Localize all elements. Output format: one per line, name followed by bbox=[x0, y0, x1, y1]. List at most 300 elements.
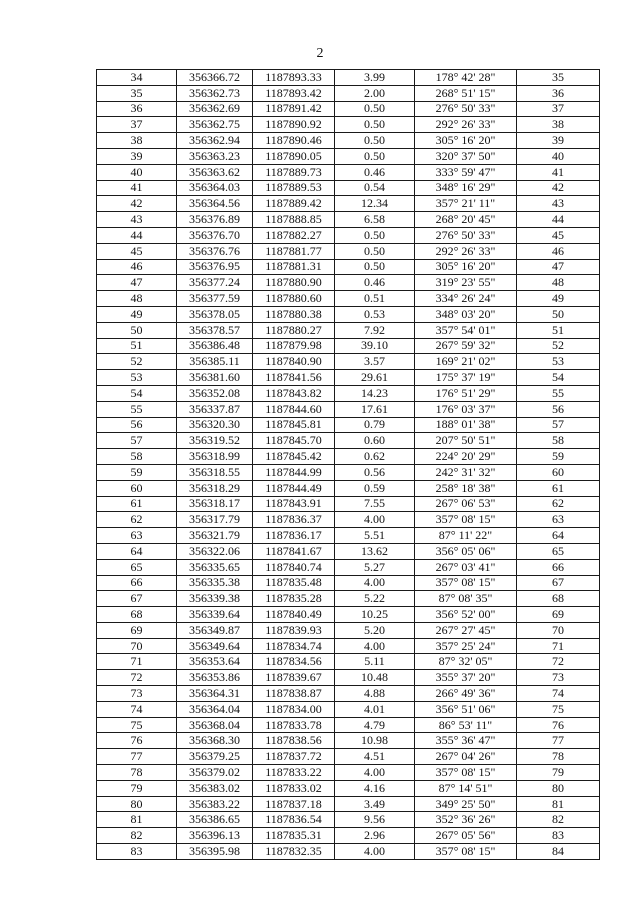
distance-cell: 0.50 bbox=[335, 259, 415, 275]
next-point-cell: 78 bbox=[517, 749, 600, 765]
point-number-cell: 63 bbox=[97, 528, 177, 544]
x-coordinate-cell: 356383.22 bbox=[177, 796, 253, 812]
y-coordinate-cell: 1187889.53 bbox=[253, 180, 335, 196]
distance-cell: 3.57 bbox=[335, 354, 415, 370]
y-coordinate-cell: 1187882.27 bbox=[253, 227, 335, 243]
point-number-cell: 81 bbox=[97, 812, 177, 828]
y-coordinate-cell: 1187879.98 bbox=[253, 338, 335, 354]
y-coordinate-cell: 1187835.28 bbox=[253, 591, 335, 607]
y-coordinate-cell: 1187844.99 bbox=[253, 464, 335, 480]
point-number-cell: 77 bbox=[97, 749, 177, 765]
y-coordinate-cell: 1187880.60 bbox=[253, 291, 335, 307]
point-number-cell: 43 bbox=[97, 212, 177, 228]
point-number-cell: 50 bbox=[97, 322, 177, 338]
table-row bbox=[97, 449, 600, 465]
bearing-cell: 178° 42' 28" bbox=[415, 70, 517, 86]
y-coordinate-cell: 1187845.70 bbox=[253, 433, 335, 449]
table-row bbox=[97, 212, 600, 228]
distance-cell: 7.92 bbox=[335, 322, 415, 338]
point-number-cell: 53 bbox=[97, 370, 177, 386]
table-row bbox=[97, 370, 600, 386]
table-row bbox=[97, 543, 600, 559]
y-coordinate-cell: 1187841.56 bbox=[253, 370, 335, 386]
bearing-cell: 352° 36' 26" bbox=[415, 812, 517, 828]
distance-cell: 4.00 bbox=[335, 638, 415, 654]
point-number-cell: 82 bbox=[97, 828, 177, 844]
distance-cell: 0.54 bbox=[335, 180, 415, 196]
y-coordinate-cell: 1187838.87 bbox=[253, 686, 335, 702]
x-coordinate-cell: 356335.65 bbox=[177, 559, 253, 575]
table-row bbox=[97, 512, 600, 528]
y-coordinate-cell: 1187837.72 bbox=[253, 749, 335, 765]
distance-cell: 5.51 bbox=[335, 528, 415, 544]
next-point-cell: 44 bbox=[517, 212, 600, 228]
y-coordinate-cell: 1187880.38 bbox=[253, 306, 335, 322]
bearing-cell: 267° 06' 53" bbox=[415, 496, 517, 512]
distance-cell: 0.60 bbox=[335, 433, 415, 449]
y-coordinate-cell: 1187891.42 bbox=[253, 101, 335, 117]
table-row bbox=[97, 70, 600, 86]
distance-cell: 5.11 bbox=[335, 654, 415, 670]
next-point-cell: 51 bbox=[517, 322, 600, 338]
point-number-cell: 69 bbox=[97, 622, 177, 638]
y-coordinate-cell: 1187843.82 bbox=[253, 385, 335, 401]
next-point-cell: 50 bbox=[517, 306, 600, 322]
point-number-cell: 68 bbox=[97, 607, 177, 623]
bearing-cell: 175° 37' 19" bbox=[415, 370, 517, 386]
table-row bbox=[97, 496, 600, 512]
bearing-cell: 276° 50' 33" bbox=[415, 227, 517, 243]
bearing-cell: 176° 51' 29" bbox=[415, 385, 517, 401]
x-coordinate-cell: 356376.70 bbox=[177, 227, 253, 243]
point-number-cell: 57 bbox=[97, 433, 177, 449]
next-point-cell: 76 bbox=[517, 717, 600, 733]
bearing-cell: 320° 37' 50" bbox=[415, 148, 517, 164]
bearing-cell: 333° 59' 47" bbox=[415, 164, 517, 180]
bearing-cell: 356° 05' 06" bbox=[415, 543, 517, 559]
bearing-cell: 348° 16' 29" bbox=[415, 180, 517, 196]
y-coordinate-cell: 1187890.05 bbox=[253, 148, 335, 164]
point-number-cell: 71 bbox=[97, 654, 177, 670]
x-coordinate-cell: 356319.52 bbox=[177, 433, 253, 449]
x-coordinate-cell: 356349.87 bbox=[177, 622, 253, 638]
bearing-cell: 357° 25' 24" bbox=[415, 638, 517, 654]
table-row bbox=[97, 638, 600, 654]
next-point-cell: 74 bbox=[517, 686, 600, 702]
y-coordinate-cell: 1187880.27 bbox=[253, 322, 335, 338]
x-coordinate-cell: 356363.23 bbox=[177, 148, 253, 164]
distance-cell: 0.79 bbox=[335, 417, 415, 433]
x-coordinate-cell: 356377.59 bbox=[177, 291, 253, 307]
next-point-cell: 70 bbox=[517, 622, 600, 638]
x-coordinate-cell: 356364.56 bbox=[177, 196, 253, 212]
x-coordinate-cell: 356322.06 bbox=[177, 543, 253, 559]
y-coordinate-cell: 1187889.42 bbox=[253, 196, 335, 212]
table-row bbox=[97, 670, 600, 686]
distance-cell: 4.00 bbox=[335, 765, 415, 781]
next-point-cell: 79 bbox=[517, 765, 600, 781]
bearing-cell: 242° 31' 32" bbox=[415, 464, 517, 480]
bearing-cell: 268° 51' 15" bbox=[415, 85, 517, 101]
distance-cell: 2.96 bbox=[335, 828, 415, 844]
table-row bbox=[97, 291, 600, 307]
next-point-cell: 49 bbox=[517, 291, 600, 307]
table-row bbox=[97, 306, 600, 322]
bearing-cell: 267° 27' 45" bbox=[415, 622, 517, 638]
bearing-cell: 356° 52' 00" bbox=[415, 607, 517, 623]
distance-cell: 12.34 bbox=[335, 196, 415, 212]
distance-cell: 4.00 bbox=[335, 512, 415, 528]
next-point-cell: 52 bbox=[517, 338, 600, 354]
next-point-cell: 41 bbox=[517, 164, 600, 180]
next-point-cell: 57 bbox=[517, 417, 600, 433]
x-coordinate-cell: 356386.48 bbox=[177, 338, 253, 354]
point-number-cell: 35 bbox=[97, 85, 177, 101]
y-coordinate-cell: 1187839.67 bbox=[253, 670, 335, 686]
distance-cell: 7.55 bbox=[335, 496, 415, 512]
distance-cell: 3.99 bbox=[335, 70, 415, 86]
x-coordinate-cell: 356352.08 bbox=[177, 385, 253, 401]
bearing-cell: 207° 50' 51" bbox=[415, 433, 517, 449]
y-coordinate-cell: 1187844.49 bbox=[253, 480, 335, 496]
point-number-cell: 73 bbox=[97, 686, 177, 702]
bearing-cell: 224° 20' 29" bbox=[415, 449, 517, 465]
y-coordinate-cell: 1187890.46 bbox=[253, 133, 335, 149]
next-point-cell: 56 bbox=[517, 401, 600, 417]
table-row bbox=[97, 196, 600, 212]
y-coordinate-cell: 1187834.74 bbox=[253, 638, 335, 654]
table-row bbox=[97, 749, 600, 765]
y-coordinate-cell: 1187890.92 bbox=[253, 117, 335, 133]
distance-cell: 5.27 bbox=[335, 559, 415, 575]
bearing-cell: 357° 08' 15" bbox=[415, 575, 517, 591]
x-coordinate-cell: 356362.73 bbox=[177, 85, 253, 101]
y-coordinate-cell: 1187880.90 bbox=[253, 275, 335, 291]
table-row bbox=[97, 733, 600, 749]
point-number-cell: 74 bbox=[97, 701, 177, 717]
point-number-cell: 62 bbox=[97, 512, 177, 528]
x-coordinate-cell: 356362.75 bbox=[177, 117, 253, 133]
distance-cell: 0.50 bbox=[335, 227, 415, 243]
distance-cell: 4.00 bbox=[335, 844, 415, 860]
x-coordinate-cell: 356378.57 bbox=[177, 322, 253, 338]
next-point-cell: 59 bbox=[517, 449, 600, 465]
distance-cell: 4.01 bbox=[335, 701, 415, 717]
table-row bbox=[97, 433, 600, 449]
y-coordinate-cell: 1187844.60 bbox=[253, 401, 335, 417]
y-coordinate-cell: 1187840.74 bbox=[253, 559, 335, 575]
distance-cell: 3.49 bbox=[335, 796, 415, 812]
next-point-cell: 67 bbox=[517, 575, 600, 591]
distance-cell: 0.46 bbox=[335, 275, 415, 291]
distance-cell: 0.56 bbox=[335, 464, 415, 480]
x-coordinate-cell: 356318.99 bbox=[177, 449, 253, 465]
table-row bbox=[97, 259, 600, 275]
x-coordinate-cell: 356349.64 bbox=[177, 638, 253, 654]
distance-cell: 5.20 bbox=[335, 622, 415, 638]
table-row bbox=[97, 528, 600, 544]
point-number-cell: 40 bbox=[97, 164, 177, 180]
distance-cell: 4.88 bbox=[335, 686, 415, 702]
coordinates-table bbox=[96, 69, 600, 860]
table-row bbox=[97, 354, 600, 370]
bearing-cell: 357° 08' 15" bbox=[415, 512, 517, 528]
bearing-cell: 292° 26' 33" bbox=[415, 243, 517, 259]
next-point-cell: 54 bbox=[517, 370, 600, 386]
point-number-cell: 56 bbox=[97, 417, 177, 433]
next-point-cell: 61 bbox=[517, 480, 600, 496]
x-coordinate-cell: 356385.11 bbox=[177, 354, 253, 370]
table-row bbox=[97, 401, 600, 417]
bearing-cell: 349° 25' 50" bbox=[415, 796, 517, 812]
next-point-cell: 65 bbox=[517, 543, 600, 559]
y-coordinate-cell: 1187881.31 bbox=[253, 259, 335, 275]
next-point-cell: 46 bbox=[517, 243, 600, 259]
bearing-cell: 267° 03' 41" bbox=[415, 559, 517, 575]
x-coordinate-cell: 356363.62 bbox=[177, 164, 253, 180]
x-coordinate-cell: 356364.04 bbox=[177, 701, 253, 717]
bearing-cell: 356° 51' 06" bbox=[415, 701, 517, 717]
table-row bbox=[97, 338, 600, 354]
table-row bbox=[97, 180, 600, 196]
x-coordinate-cell: 356337.87 bbox=[177, 401, 253, 417]
point-number-cell: 37 bbox=[97, 117, 177, 133]
x-coordinate-cell: 356366.72 bbox=[177, 70, 253, 86]
bearing-cell: 355° 37' 20" bbox=[415, 670, 517, 686]
y-coordinate-cell: 1187840.90 bbox=[253, 354, 335, 370]
bearing-cell: 357° 08' 15" bbox=[415, 844, 517, 860]
next-point-cell: 55 bbox=[517, 385, 600, 401]
x-coordinate-cell: 356335.38 bbox=[177, 575, 253, 591]
table-row bbox=[97, 559, 600, 575]
bearing-cell: 87° 08' 35" bbox=[415, 591, 517, 607]
x-coordinate-cell: 356318.55 bbox=[177, 464, 253, 480]
point-number-cell: 59 bbox=[97, 464, 177, 480]
distance-cell: 0.53 bbox=[335, 306, 415, 322]
y-coordinate-cell: 1187833.78 bbox=[253, 717, 335, 733]
point-number-cell: 83 bbox=[97, 844, 177, 860]
point-number-cell: 80 bbox=[97, 796, 177, 812]
x-coordinate-cell: 356376.89 bbox=[177, 212, 253, 228]
y-coordinate-cell: 1187889.73 bbox=[253, 164, 335, 180]
bearing-cell: 267° 05' 56" bbox=[415, 828, 517, 844]
distance-cell: 4.16 bbox=[335, 780, 415, 796]
distance-cell: 0.46 bbox=[335, 164, 415, 180]
bearing-cell: 357° 08' 15" bbox=[415, 765, 517, 781]
x-coordinate-cell: 356368.04 bbox=[177, 717, 253, 733]
distance-cell: 10.98 bbox=[335, 733, 415, 749]
distance-cell: 0.62 bbox=[335, 449, 415, 465]
next-point-cell: 84 bbox=[517, 844, 600, 860]
next-point-cell: 53 bbox=[517, 354, 600, 370]
y-coordinate-cell: 1187833.22 bbox=[253, 765, 335, 781]
bearing-cell: 87° 32' 05" bbox=[415, 654, 517, 670]
point-number-cell: 72 bbox=[97, 670, 177, 686]
next-point-cell: 38 bbox=[517, 117, 600, 133]
distance-cell: 0.50 bbox=[335, 148, 415, 164]
distance-cell: 0.51 bbox=[335, 291, 415, 307]
next-point-cell: 69 bbox=[517, 607, 600, 623]
y-coordinate-cell: 1187835.31 bbox=[253, 828, 335, 844]
distance-cell: 14.23 bbox=[335, 385, 415, 401]
distance-cell: 17.61 bbox=[335, 401, 415, 417]
x-coordinate-cell: 356362.94 bbox=[177, 133, 253, 149]
distance-cell: 9.56 bbox=[335, 812, 415, 828]
point-number-cell: 49 bbox=[97, 306, 177, 322]
next-point-cell: 47 bbox=[517, 259, 600, 275]
point-number-cell: 38 bbox=[97, 133, 177, 149]
table-row bbox=[97, 417, 600, 433]
point-number-cell: 34 bbox=[97, 70, 177, 86]
y-coordinate-cell: 1187833.02 bbox=[253, 780, 335, 796]
x-coordinate-cell: 356376.95 bbox=[177, 259, 253, 275]
table-row bbox=[97, 812, 600, 828]
table-row bbox=[97, 654, 600, 670]
next-point-cell: 45 bbox=[517, 227, 600, 243]
bearing-cell: 176° 03' 37" bbox=[415, 401, 517, 417]
bearing-cell: 357° 54' 01" bbox=[415, 322, 517, 338]
table-row bbox=[97, 133, 600, 149]
point-number-cell: 48 bbox=[97, 291, 177, 307]
distance-cell: 29.61 bbox=[335, 370, 415, 386]
y-coordinate-cell: 1187837.18 bbox=[253, 796, 335, 812]
x-coordinate-cell: 356368.30 bbox=[177, 733, 253, 749]
bearing-cell: 348° 03' 20" bbox=[415, 306, 517, 322]
table-row bbox=[97, 686, 600, 702]
point-number-cell: 61 bbox=[97, 496, 177, 512]
point-number-cell: 65 bbox=[97, 559, 177, 575]
bearing-cell: 334° 26' 24" bbox=[415, 291, 517, 307]
y-coordinate-cell: 1187893.42 bbox=[253, 85, 335, 101]
point-number-cell: 36 bbox=[97, 101, 177, 117]
x-coordinate-cell: 356317.79 bbox=[177, 512, 253, 528]
distance-cell: 0.50 bbox=[335, 117, 415, 133]
point-number-cell: 41 bbox=[97, 180, 177, 196]
point-number-cell: 51 bbox=[97, 338, 177, 354]
table-row bbox=[97, 828, 600, 844]
y-coordinate-cell: 1187840.49 bbox=[253, 607, 335, 623]
bearing-cell: 87° 11' 22" bbox=[415, 528, 517, 544]
bearing-cell: 292° 26' 33" bbox=[415, 117, 517, 133]
next-point-cell: 35 bbox=[517, 70, 600, 86]
next-point-cell: 73 bbox=[517, 670, 600, 686]
next-point-cell: 66 bbox=[517, 559, 600, 575]
next-point-cell: 58 bbox=[517, 433, 600, 449]
next-point-cell: 60 bbox=[517, 464, 600, 480]
coordinates-table-body bbox=[97, 70, 600, 860]
table-row bbox=[97, 796, 600, 812]
next-point-cell: 81 bbox=[517, 796, 600, 812]
distance-cell: 0.50 bbox=[335, 243, 415, 259]
x-coordinate-cell: 356386.65 bbox=[177, 812, 253, 828]
y-coordinate-cell: 1187881.77 bbox=[253, 243, 335, 259]
table-row bbox=[97, 607, 600, 623]
y-coordinate-cell: 1187836.54 bbox=[253, 812, 335, 828]
y-coordinate-cell: 1187845.81 bbox=[253, 417, 335, 433]
bearing-cell: 258° 18' 38" bbox=[415, 480, 517, 496]
y-coordinate-cell: 1187888.85 bbox=[253, 212, 335, 228]
y-coordinate-cell: 1187845.42 bbox=[253, 449, 335, 465]
x-coordinate-cell: 356353.86 bbox=[177, 670, 253, 686]
table-row bbox=[97, 622, 600, 638]
table-row bbox=[97, 717, 600, 733]
y-coordinate-cell: 1187832.35 bbox=[253, 844, 335, 860]
table-row bbox=[97, 575, 600, 591]
x-coordinate-cell: 356378.05 bbox=[177, 306, 253, 322]
table-row bbox=[97, 322, 600, 338]
point-number-cell: 70 bbox=[97, 638, 177, 654]
x-coordinate-cell: 356321.79 bbox=[177, 528, 253, 544]
x-coordinate-cell: 356376.76 bbox=[177, 243, 253, 259]
next-point-cell: 68 bbox=[517, 591, 600, 607]
bearing-cell: 169° 21' 02" bbox=[415, 354, 517, 370]
next-point-cell: 75 bbox=[517, 701, 600, 717]
table-row bbox=[97, 464, 600, 480]
x-coordinate-cell: 356377.24 bbox=[177, 275, 253, 291]
x-coordinate-cell: 356339.64 bbox=[177, 607, 253, 623]
distance-cell: 4.00 bbox=[335, 575, 415, 591]
table-row bbox=[97, 780, 600, 796]
bearing-cell: 267° 04' 26" bbox=[415, 749, 517, 765]
x-coordinate-cell: 356381.60 bbox=[177, 370, 253, 386]
point-number-cell: 44 bbox=[97, 227, 177, 243]
point-number-cell: 75 bbox=[97, 717, 177, 733]
point-number-cell: 60 bbox=[97, 480, 177, 496]
bearing-cell: 305° 16' 20" bbox=[415, 133, 517, 149]
bearing-cell: 87° 14' 51" bbox=[415, 780, 517, 796]
point-number-cell: 66 bbox=[97, 575, 177, 591]
table-row bbox=[97, 591, 600, 607]
distance-cell: 4.79 bbox=[335, 717, 415, 733]
x-coordinate-cell: 356364.03 bbox=[177, 180, 253, 196]
next-point-cell: 72 bbox=[517, 654, 600, 670]
x-coordinate-cell: 356353.64 bbox=[177, 654, 253, 670]
next-point-cell: 37 bbox=[517, 101, 600, 117]
page-number: 2 bbox=[316, 46, 324, 61]
next-point-cell: 43 bbox=[517, 196, 600, 212]
y-coordinate-cell: 1187841.67 bbox=[253, 543, 335, 559]
next-point-cell: 64 bbox=[517, 528, 600, 544]
distance-cell: 13.62 bbox=[335, 543, 415, 559]
point-number-cell: 47 bbox=[97, 275, 177, 291]
next-point-cell: 39 bbox=[517, 133, 600, 149]
y-coordinate-cell: 1187835.48 bbox=[253, 575, 335, 591]
x-coordinate-cell: 356318.17 bbox=[177, 496, 253, 512]
table-row bbox=[97, 148, 600, 164]
x-coordinate-cell: 356320.30 bbox=[177, 417, 253, 433]
point-number-cell: 46 bbox=[97, 259, 177, 275]
point-number-cell: 67 bbox=[97, 591, 177, 607]
x-coordinate-cell: 356395.98 bbox=[177, 844, 253, 860]
next-point-cell: 80 bbox=[517, 780, 600, 796]
next-point-cell: 40 bbox=[517, 148, 600, 164]
distance-cell: 4.51 bbox=[335, 749, 415, 765]
y-coordinate-cell: 1187843.91 bbox=[253, 496, 335, 512]
table-row bbox=[97, 227, 600, 243]
next-point-cell: 62 bbox=[517, 496, 600, 512]
point-number-cell: 52 bbox=[97, 354, 177, 370]
next-point-cell: 63 bbox=[517, 512, 600, 528]
next-point-cell: 83 bbox=[517, 828, 600, 844]
x-coordinate-cell: 356364.31 bbox=[177, 686, 253, 702]
table-row bbox=[97, 701, 600, 717]
point-number-cell: 42 bbox=[97, 196, 177, 212]
bearing-cell: 305° 16' 20" bbox=[415, 259, 517, 275]
distance-cell: 5.22 bbox=[335, 591, 415, 607]
distance-cell: 10.48 bbox=[335, 670, 415, 686]
point-number-cell: 64 bbox=[97, 543, 177, 559]
y-coordinate-cell: 1187836.17 bbox=[253, 528, 335, 544]
